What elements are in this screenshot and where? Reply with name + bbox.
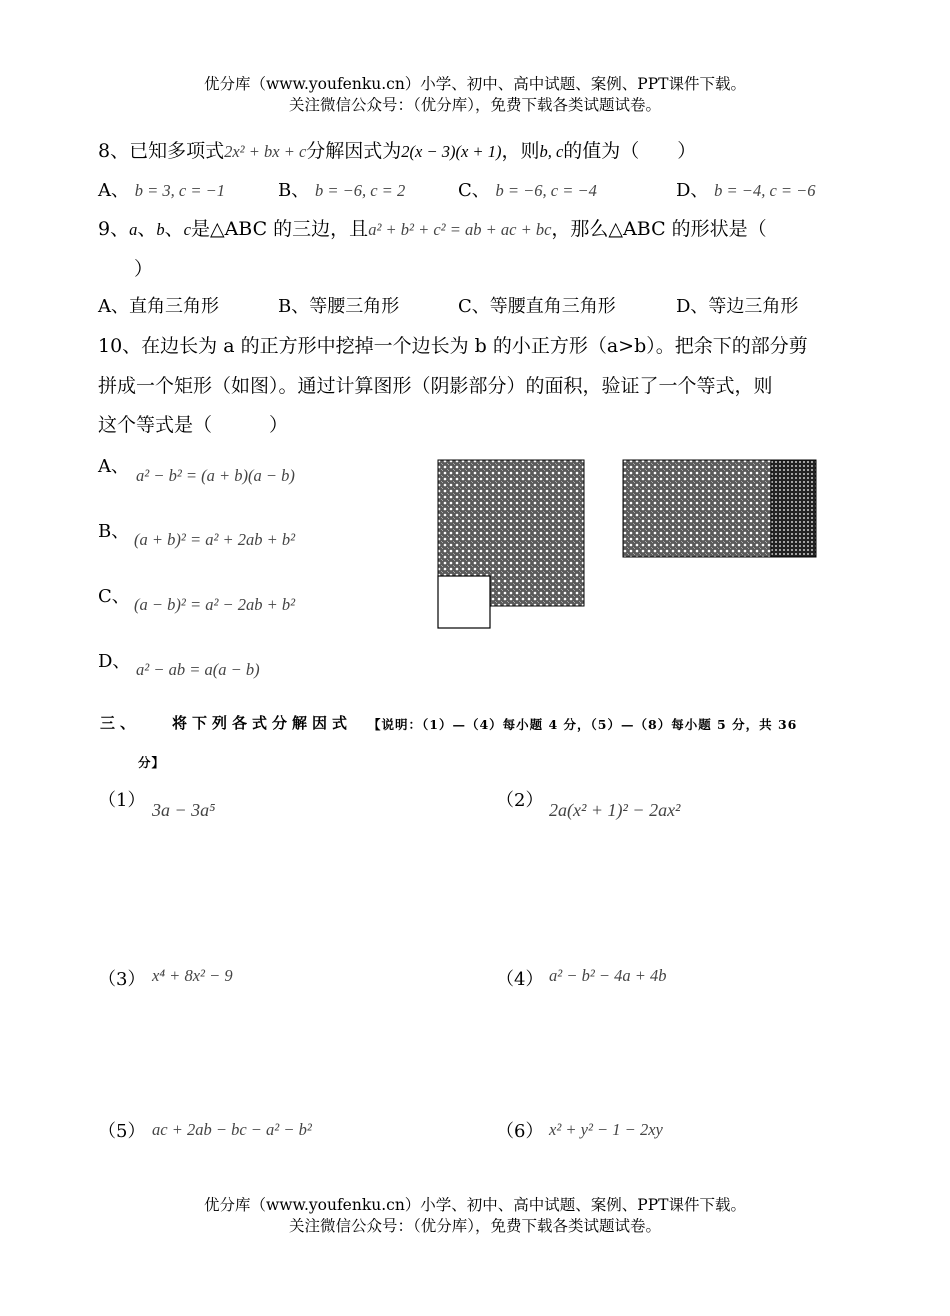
question-8 [98,136,696,163]
problem-1-expr: 3a − 3a⁵ [152,800,216,820]
q10-option-a-expr: a² − b² = (a + b)(a − b) [136,466,295,485]
q8-option-b[interactable]: B、 b = −6, c = 2 [278,180,406,201]
q8-mid: 分解因式为 [306,140,402,162]
q10-line-2: 拼成一个矩形（如图）。通过计算图形（阴影部分）的面积，验证了一个等式，则 [98,375,773,397]
problem-4-expr: a² − b² − 4a + 4b [549,966,667,985]
square-with-hole [438,460,584,628]
q10-figure [430,452,830,636]
q8-option-c[interactable]: C、 b = −6, c = −4 [458,180,597,201]
q9-option-b[interactable]: B、等腰三角形 [278,296,400,317]
q10-option-d-expr: a² − ab = a(a − b) [136,660,260,679]
q10-option-b-label[interactable]: B、 [98,521,130,542]
problem-3-expr: x⁴ + 8x² − 9 [152,966,233,985]
q10-option-a-label[interactable]: A、 [98,456,129,477]
header-line-2: 关注微信公众号：（优分库），免费下载各类试题试卷。 [288,96,661,114]
q8-prefix: 8、已知多项式 [98,140,225,162]
q10-line-1: 10、在边长为 a 的正方形中挖掉一个边长为 b 的小正方形（a>b）。把余下的部分剪 [98,335,808,357]
question-9: 9、a、b、c是△ABC 的三边，且a² + b² + c² = ab + ac + bc，那么△ABC 的形状是（ [98,218,767,240]
q8-vars: b, c [539,142,564,161]
q8-suffix: ，则 [501,140,540,162]
q10-option-c-expr: (a − b)² = a² − 2ab + b² [134,595,296,614]
q10-option-c-label[interactable]: C、 [98,586,130,607]
problem-6-expr: x² + y² − 1 − 2xy [549,1120,663,1139]
problem-5-label: （5） [98,1121,146,1142]
q9-close-paren: ） [134,258,154,280]
problem-2-expr: 2a(x² + 1)² − 2ax² [549,800,681,820]
q9-option-d[interactable]: D、等边三角形 [676,296,799,317]
q10-line-3: 这个等式是（ ） [98,414,289,436]
q8-factored: 2(x − 3)(x + 1) [401,142,502,161]
q9-equation: a² + b² + c² = ab + ac + bc [368,220,552,239]
problem-3-label: （3） [98,969,146,990]
problem-2-label: （2） [496,790,544,811]
section-3-note-end: 分】 [138,755,166,770]
q8-option-a[interactable]: A、 b = 3, c = −1 [98,180,225,201]
problem-4-label: （4） [496,969,544,990]
section-3-note: 【说明：（1）—（4）每小题 4 分，（5）—（8）每小题 5 分，共 36 [368,717,798,732]
problem-6-label: （6） [496,1121,544,1142]
footer-line-1: 优分库（www.youfenku.cn）小学、初中、高中试题、案例、PPT课件下载。 [203,1196,747,1214]
q10-option-d-label[interactable]: D、 [98,651,131,672]
problem-5-expr: ac + 2ab − bc − a² − b² [152,1120,312,1139]
section-3-title: 将下列各式分解因式 [172,714,353,732]
footer-line-2: 关注微信公众号：（优分库），免费下载各类试题试卷。 [288,1217,661,1235]
rearranged-rectangle [623,460,816,557]
header-line-1: 优分库（www.youfenku.cn）小学、初中、高中试题、案例、PPT课件下载。 [203,75,747,93]
q8-polynomial: 2x² + bx + c [224,142,307,161]
q8-end: 的值为（ ） [563,140,697,162]
q9-option-c[interactable]: C、等腰直角三角形 [458,296,616,317]
section-3-number: 三、 [100,714,141,732]
q9-option-a[interactable]: A、直角三角形 [98,296,219,317]
q8-option-d[interactable]: D、 b = −4, c = −6 [676,180,816,201]
q10-option-b-expr: (a + b)² = a² + 2ab + b² [134,530,296,549]
problem-1-label: （1） [98,790,146,811]
